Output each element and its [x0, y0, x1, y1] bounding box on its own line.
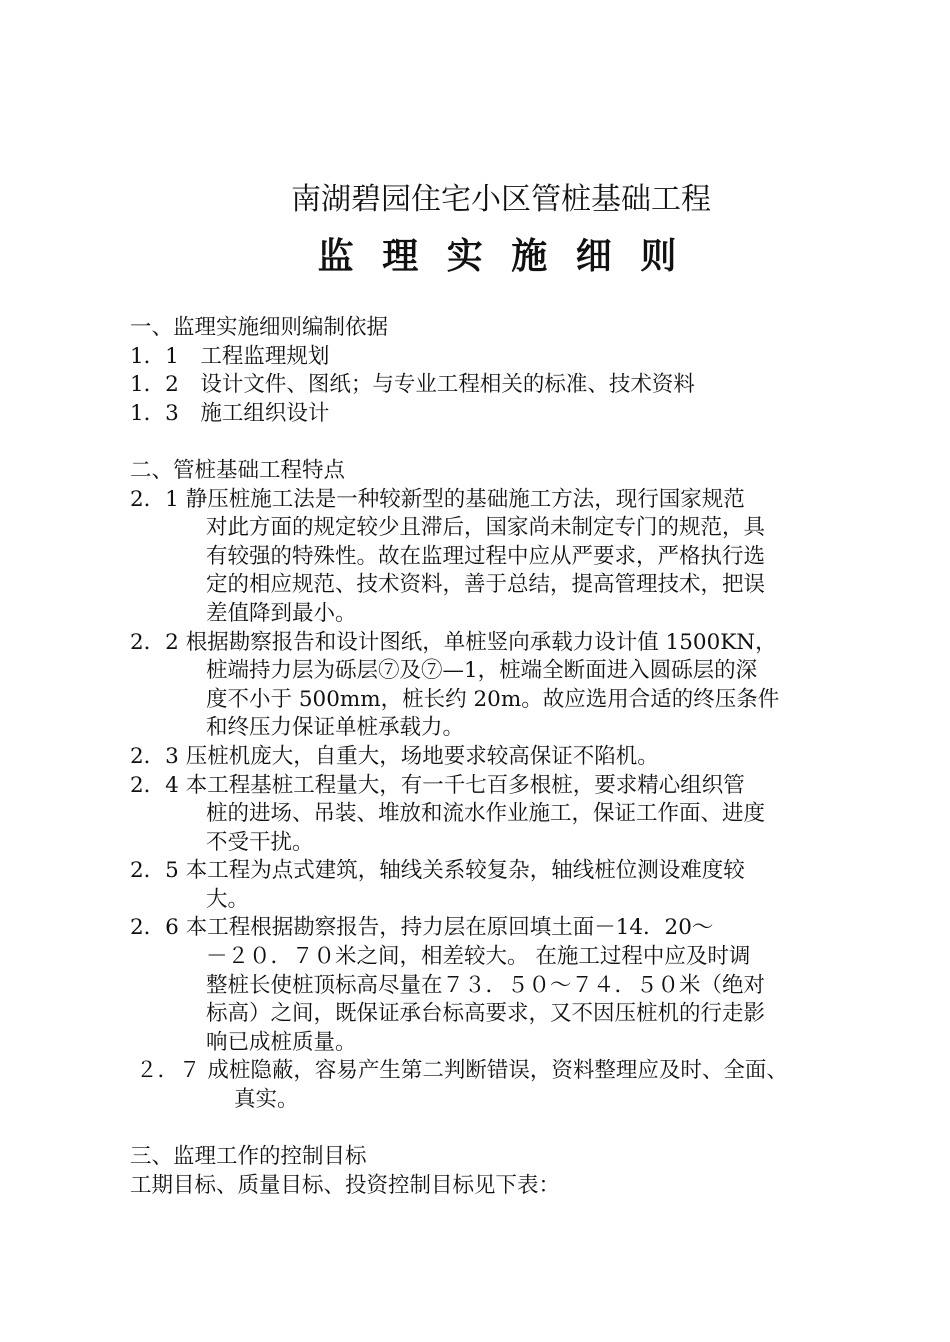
project-title: 南湖碧园住宅小区管桩基础工程: [291, 182, 711, 217]
paragraph-line: 大。: [206, 886, 250, 912]
section-3-intro: 工期目标、质量目标、投资控制目标见下表：: [130, 1172, 561, 1198]
paragraph-line: 度不小于 500mm，桩长约 20m。故应选用合适的终压条件: [206, 686, 780, 712]
paragraph-line: 响已成桩质量。: [206, 1029, 357, 1055]
paragraph-line: 不受干扰。: [206, 829, 314, 855]
paragraph-line: 差值降到最小。: [206, 600, 357, 626]
paragraph-line: －２０．７０米之间，相差较大。 在施工过程中应及时调: [206, 944, 751, 970]
section-2-item-6: [130, 914, 890, 1057]
paragraph-line: 标高）之间，既保证承台标高要求，又不因压桩机的行走影: [206, 1001, 766, 1027]
paragraph-line: 真实。: [234, 1087, 299, 1113]
paragraph-line: 桩的进场、吊装、堆放和流水作业施工，保证工作面、进度: [206, 801, 766, 827]
spacer: [130, 1115, 890, 1144]
paragraph-line: 2．4 本工程基桩工程量大，有一千七百多根桩，要求精心组织管: [130, 772, 745, 798]
section-1-item-1: 1．1 工程监理规划: [130, 343, 330, 369]
paragraph-line: 桩端持力层为砾层⑦及⑦—1，桩端全断面进入圆砾层的深: [206, 658, 758, 684]
section-2-item-3: [130, 743, 890, 772]
section-1-heading: 一、监理实施细则编制依据: [130, 315, 389, 340]
section-2-item-7: [130, 1057, 890, 1114]
paragraph-line: 2．3 压桩机庞大，自重大，场地要求较高保证不陷机。: [130, 743, 659, 769]
paragraph-line: 2．1 静压桩施工法是一种较新型的基础施工方法，现行国家规范: [130, 486, 745, 512]
paragraph-line: 有较强的特殊性。故在监理过程中应从严要求，严格执行选: [206, 543, 766, 569]
paragraph-line: 2．2 根据勘察报告和设计图纸，单桩竖向承载力设计值 1500KN，: [130, 629, 777, 655]
section-1-item-2: 1．2 设计文件、图纸；与专业工程相关的标准、技术资料: [130, 372, 695, 398]
section-2-item-2: [130, 629, 890, 743]
document-body: [130, 314, 890, 1200]
paragraph-line: 2．5 本工程为点式建筑，轴线关系较复杂，轴线桩位测设难度较: [130, 858, 745, 884]
paragraph-line: 整桩长使桩顶标高尽量在７３．５０～７４．５０米（绝对: [206, 972, 766, 998]
paragraph-line: 和终压力保证单桩承载力。: [206, 715, 465, 741]
spacer: [130, 428, 890, 457]
section-2-item-4: [130, 772, 890, 858]
paragraph-line: ２．７ 成桩隐蔽，容易产生第二判断错误，资料整理应及时、全面、: [136, 1058, 788, 1084]
document-title: 监 理 实 施 细 则: [317, 235, 685, 277]
paragraph-line: 定的相应规范、技术资料，善于总结，提高管理技术，把误: [206, 572, 766, 598]
paragraph-line: 2．6 本工程根据勘察报告，持力层在原回填土面－14．20～: [130, 915, 714, 941]
section-2-item-1: [130, 486, 890, 629]
section-3-heading: 三、监理工作的控制目标: [130, 1144, 367, 1170]
section-1-item-3: 1．3 施工组织设计: [130, 400, 330, 426]
section-2-heading: 二、管桩基础工程特点: [130, 457, 346, 483]
paragraph-line: 对此方面的规定较少且滞后，国家尚未制定专门的规范，具: [206, 515, 766, 541]
section-2-item-5: [130, 857, 890, 914]
